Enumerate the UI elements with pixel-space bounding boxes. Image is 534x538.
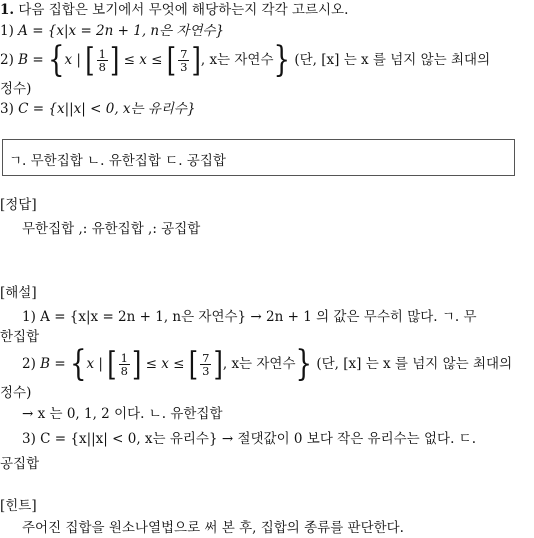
frac-2-numerator: 7: [180, 46, 188, 61]
choices-text: ㄱ. 무한집합 ㄴ. 유한집합 ㄷ. 공집합: [9, 153, 226, 169]
explanation-2-note-cont: 정수): [0, 385, 32, 401]
frac-1-numerator: 1: [98, 46, 106, 61]
question-item-1: [0, 22, 224, 40]
explanation-2-condition: , x는 자연수: [222, 356, 296, 372]
answer-header: [정답]: [0, 197, 37, 213]
explanation-2-inequality: ≤ x ≤: [145, 356, 185, 372]
explanation-2-prefix: B =: [40, 356, 66, 372]
explanation-3: 3) C = {x||x| < 0, x는 유리수} → 절댓값이 0 보다 작은 유리수는 없다. ㄷ.: [22, 431, 476, 447]
explanation-2-result: → x 는 0, 1, 2 이다. ㄴ. 유한집합: [22, 406, 223, 422]
explanation-1-cont: 한집합: [0, 329, 40, 345]
explanation-2-number: 2): [22, 356, 36, 372]
close-brace-icon: }: [295, 343, 313, 385]
explanation-2-set-var: x |: [86, 356, 103, 372]
open-brace-icon: {: [69, 343, 87, 385]
item-2-note-cont: 정수): [0, 81, 32, 97]
question-title: [0, 1, 348, 19]
item-2-set-var: x |: [64, 52, 81, 68]
frac-1-denominator: 8: [98, 59, 106, 74]
frac-1-denominator: 8: [120, 363, 128, 378]
item-3-math: C = {x||x| < 0, x는 유리수}: [18, 101, 196, 117]
explanation-2-note: (단, [x] 는 x 를 넘지 않는 최대의: [316, 356, 513, 372]
frac-2-denominator: 3: [202, 363, 210, 378]
floor-bracket-2: [ $\frac{7}{3}$ ]: [166, 41, 201, 79]
question-number: 1.: [0, 2, 15, 18]
item-2-inequality: ≤ x ≤: [123, 52, 163, 68]
item-3-number: 3): [0, 101, 14, 117]
item-2-number: 2): [0, 52, 14, 68]
question-item-3: [0, 100, 196, 118]
item-2-note: (단, [x] 는 x 를 넘지 않는 최대의: [294, 52, 491, 68]
floor-bracket-2: [ $\frac{7}{3}$ ]: [188, 345, 223, 383]
frac-1-numerator: 1: [120, 350, 128, 365]
item-1-number: 1): [0, 23, 14, 39]
question-text: 다음 집합은 보기에서 무엇에 해당하는지 각각 고르시오.: [18, 2, 349, 18]
choices-box: [2, 139, 515, 176]
floor-bracket-1: [ $\frac{1}{8}$ ]: [85, 41, 120, 79]
frac-2-numerator: 7: [202, 350, 210, 365]
item-1-math: A = {x|x = 2n + 1, n은 자연수}: [18, 23, 225, 39]
item-2-prefix: B =: [18, 52, 44, 68]
answer-text: 무한집합 ,: 유한집합 ,: 공집합: [22, 221, 201, 237]
close-brace-icon: }: [273, 39, 291, 81]
explanation-1: 1) A = {x|x = 2n + 1, n은 자연수} → 2n + 1 의 값은 무수히 많다. ㄱ. 무: [22, 309, 477, 325]
floor-bracket-1: [ $\frac{1}{8}$ ]: [107, 345, 142, 383]
explanation-2: [22, 343, 513, 385]
open-brace-icon: {: [47, 39, 65, 81]
explanation-3-cont: 공집합: [0, 456, 40, 472]
hint-header: [힌트]: [0, 498, 37, 514]
frac-2-denominator: 3: [180, 59, 188, 74]
explanation-header: [해설]: [0, 285, 37, 301]
hint-text: 주어진 집합을 원소나열법으로 써 본 후, 집합의 종류를 판단한다.: [22, 520, 404, 536]
item-2-condition: , x는 자연수: [200, 52, 274, 68]
question-item-2: [0, 39, 491, 81]
